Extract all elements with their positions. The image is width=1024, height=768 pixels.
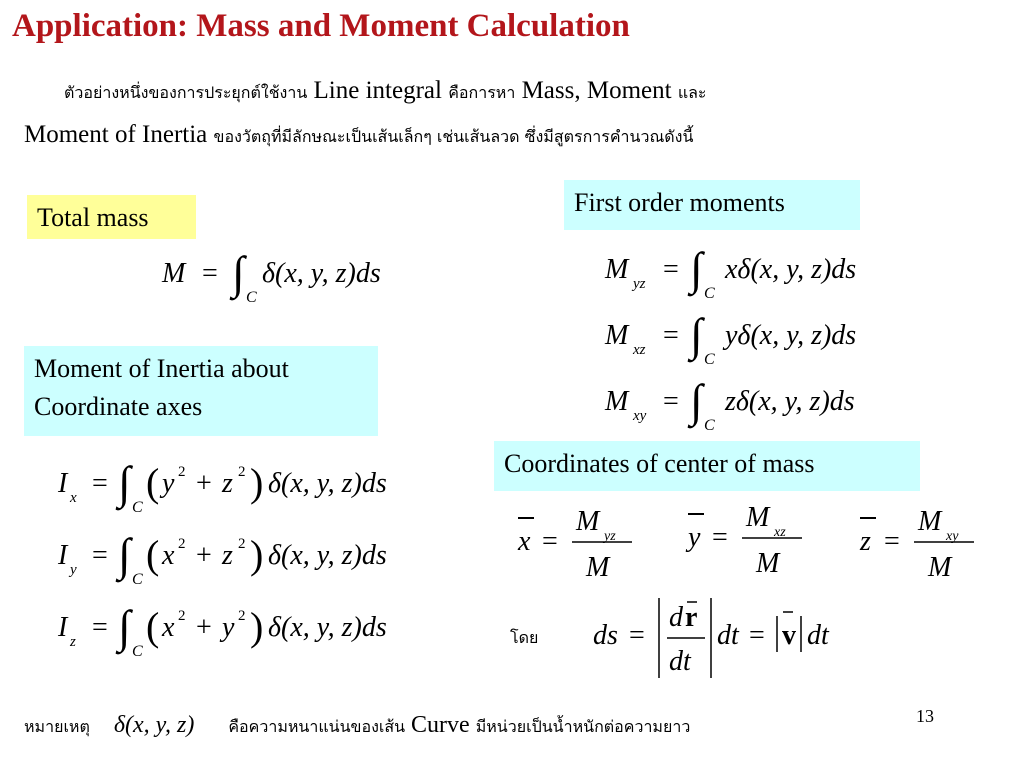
iy-term-2: z — [222, 540, 233, 571]
integral-sign: ∫ — [690, 375, 703, 426]
inertia-iz-svg — [50, 594, 450, 664]
ybar-den-M: M — [756, 548, 780, 579]
intro-thai-2: คือการหา — [448, 83, 516, 102]
ybar-equals: = — [712, 522, 728, 553]
ix-term-2: z — [222, 468, 233, 499]
moment-of-inertia-line-2: Coordinate axes — [34, 392, 203, 421]
myz-equals: = — [663, 254, 679, 285]
ix-term-1: y — [162, 468, 175, 499]
xbar-x: x — [518, 526, 531, 557]
iz-plus: + — [196, 612, 212, 643]
zbar-num-M: M — [918, 506, 942, 537]
center-z-formula — [850, 500, 990, 594]
iz-I: I — [58, 612, 68, 643]
xbar-den-M: M — [586, 552, 610, 583]
mxz-M: M — [605, 320, 629, 351]
intro-thai-3: และ — [677, 83, 707, 102]
ds-equals: = — [629, 620, 645, 651]
center-x-formula — [508, 500, 648, 594]
iy-subscript: y — [70, 562, 77, 578]
iy-tail: δ(x, y, z)ds — [268, 540, 387, 571]
ds-formula — [585, 592, 855, 692]
paren-left: ( — [146, 532, 160, 577]
formula-M: M — [162, 258, 186, 289]
integral-sign: ∫ — [690, 309, 703, 360]
iz-equals: = — [92, 612, 108, 643]
myz-C: C — [704, 285, 715, 302]
ix-C: C — [132, 499, 143, 516]
intro-en-moment-inertia: Moment of Inertia — [24, 121, 208, 148]
moment-myz-formula — [595, 236, 935, 310]
ix-I: I — [58, 468, 68, 499]
intro-en-mass-moment: Mass, Moment — [521, 77, 672, 104]
inertia-ix-svg — [50, 450, 450, 520]
ybar-num-M: M — [746, 502, 770, 533]
total-mass-formula — [150, 240, 450, 318]
xbar-equals: = — [542, 526, 558, 557]
ix-exp-1: 2 — [178, 464, 186, 480]
mxz-equals: = — [663, 320, 679, 351]
center-y-svg — [678, 496, 818, 582]
ybar-y: y — [688, 522, 701, 553]
moment-of-inertia-line-1: Moment of Inertia about — [34, 354, 289, 383]
ds-den-dt: dt — [669, 646, 691, 677]
paren-left: ( — [146, 460, 160, 505]
intro-paragraph — [24, 70, 1014, 158]
ybar-num-sub: xz — [774, 525, 786, 540]
ds-lhs: ds — [593, 620, 618, 651]
inertia-iz-formula — [50, 594, 450, 672]
iy-I: I — [58, 540, 68, 571]
center-y-formula — [678, 496, 818, 590]
ix-subscript: x — [70, 490, 77, 506]
iz-exp-2: 2 — [238, 608, 246, 624]
iy-plus: + — [196, 540, 212, 571]
iy-equals: = — [92, 540, 108, 571]
iz-C: C — [132, 643, 143, 660]
total-mass-formula-svg — [150, 240, 450, 310]
integral-C: C — [246, 289, 257, 306]
myz-subscript: yz — [633, 276, 646, 292]
note-text-1: คือความหนาแน่นของเส้น — [228, 717, 406, 736]
note-label: หมายเหตุ — [24, 717, 90, 736]
mxy-equals: = — [663, 386, 679, 417]
first-order-moments-label: First order moments — [564, 180, 860, 230]
moment-mxz-formula — [595, 302, 935, 376]
total-mass-label: Total mass — [27, 195, 196, 239]
mxy-integrand: zδ(x, y, z)ds — [725, 386, 855, 417]
paren-right: ) — [250, 604, 264, 649]
mxy-M: M — [605, 386, 629, 417]
iy-C: C — [132, 571, 143, 588]
ix-equals: = — [92, 468, 108, 499]
intro-thai-4: ของวัตถุที่มีลักษณะเป็นเส้นเล็กๆ เช่นเส้นลวด ซึ่งมีสูตรการคำนวณดังนี้ — [213, 127, 694, 146]
inertia-ix-formula — [50, 450, 450, 528]
ds-equals-2: = — [749, 620, 765, 651]
moment-of-inertia-label — [24, 346, 378, 436]
paren-left: ( — [146, 604, 160, 649]
intro-thai-1: ตัวอย่างหนึ่งของการประยุกต์ใช้งาน — [64, 83, 308, 102]
footer-note — [24, 712, 690, 740]
iy-term-1: x — [162, 540, 175, 571]
ix-tail: δ(x, y, z)ds — [268, 468, 387, 499]
zbar-z: z — [860, 526, 871, 557]
ds-num-r: r — [685, 602, 698, 633]
iz-subscript: z — [70, 634, 76, 650]
mxy-C: C — [704, 417, 715, 434]
moment-mxz-svg — [595, 302, 935, 368]
inertia-iy-formula — [50, 522, 450, 600]
iy-exp-2: 2 — [238, 536, 246, 552]
note-text-2: มีหน่วยเป็นน้ำหนักต่อความยาว — [475, 717, 691, 736]
iz-exp-1: 2 — [178, 608, 186, 624]
integral-sign: ∫ — [118, 601, 131, 652]
ds-dt: dt — [717, 620, 739, 651]
xbar-num-M: M — [576, 506, 600, 537]
note-text-curve: Curve — [411, 712, 470, 738]
zbar-equals: = — [884, 526, 900, 557]
intro-en-line-integral: Line integral — [313, 77, 442, 104]
xbar-num-sub: yz — [604, 529, 616, 544]
center-x-svg — [508, 500, 648, 586]
zbar-num-sub: xy — [946, 529, 959, 544]
paren-right: ) — [250, 532, 264, 577]
integral-sign: ∫ — [690, 243, 703, 294]
integral-sign: ∫ — [232, 247, 245, 298]
page-number: 13 — [916, 706, 934, 726]
zbar-den-M: M — [928, 552, 952, 583]
myz-M: M — [605, 254, 629, 285]
ix-exp-2: 2 — [238, 464, 246, 480]
formula-density: δ(x, y, z)ds — [262, 258, 381, 289]
integral-sign: ∫ — [118, 529, 131, 580]
paren-right: ) — [250, 460, 264, 505]
myz-integrand: xδ(x, y, z)ds — [725, 254, 857, 285]
inertia-iy-svg — [50, 522, 450, 592]
ds-dt-2: dt — [807, 620, 829, 651]
note-symbol: δ(x, y, z) — [113, 712, 195, 738]
moment-myz-svg — [595, 236, 935, 302]
slide-title: Application: Mass and Moment Calculation — [12, 8, 630, 44]
iz-tail: δ(x, y, z)ds — [268, 612, 387, 643]
by-label: โดย — [510, 628, 539, 647]
mxz-integrand: yδ(x, y, z)ds — [725, 320, 857, 351]
ix-plus: + — [196, 468, 212, 499]
iz-term-2: y — [222, 612, 235, 643]
mxz-C: C — [704, 351, 715, 368]
ds-num-d: d — [669, 602, 683, 633]
ds-formula-svg — [585, 592, 855, 684]
moment-mxy-formula — [595, 368, 935, 442]
moment-mxy-svg — [595, 368, 935, 434]
center-of-mass-label: Coordinates of center of mass — [494, 441, 920, 491]
ds-v: v — [782, 620, 796, 651]
integral-sign: ∫ — [118, 457, 131, 508]
iz-term-1: x — [162, 612, 175, 643]
center-z-svg — [850, 500, 990, 586]
iy-exp-1: 2 — [178, 536, 186, 552]
mxy-subscript: xy — [633, 408, 647, 424]
formula-equals: = — [202, 258, 218, 289]
mxz-subscript: xz — [633, 342, 646, 358]
